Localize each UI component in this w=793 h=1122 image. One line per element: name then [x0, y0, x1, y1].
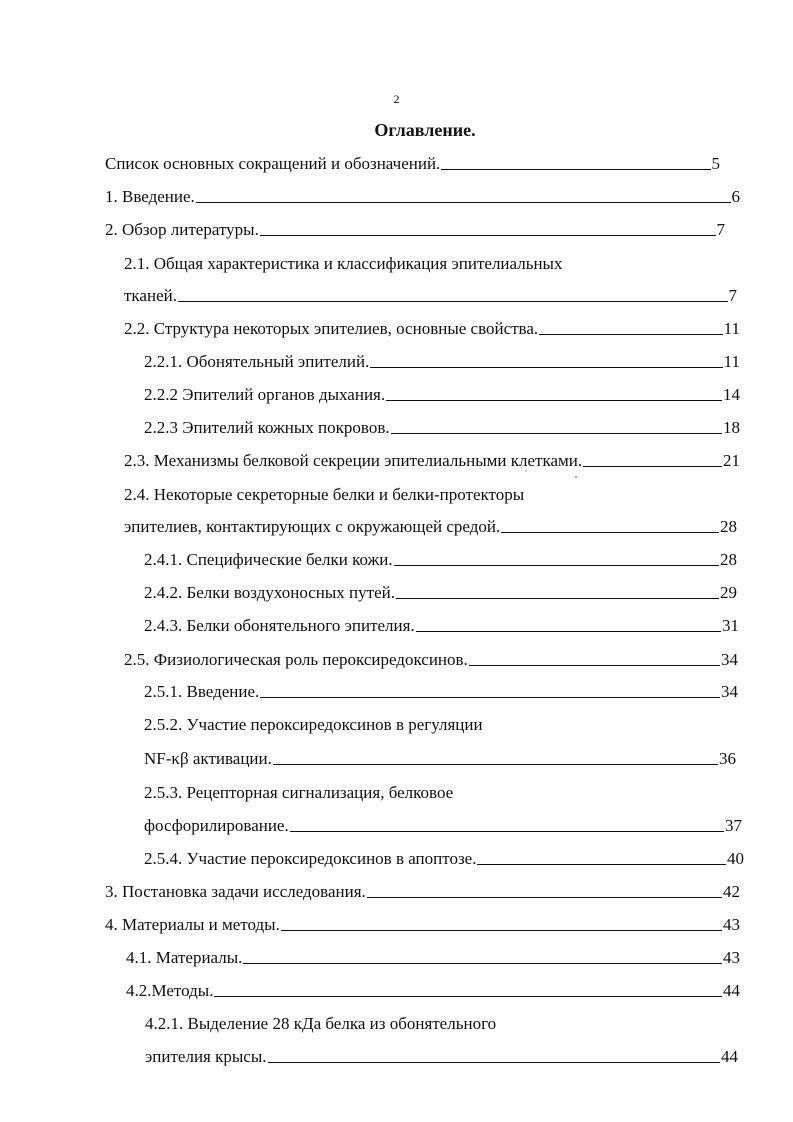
leader-line — [391, 432, 722, 434]
toc-entry-text: эпителиев, контактирующих с окружающей средой. — [124, 517, 501, 536]
leader-line — [394, 564, 719, 566]
leader-line — [196, 201, 731, 203]
toc-entry-page: 44 — [723, 981, 740, 1000]
toc-entry-page: 37 — [725, 816, 742, 835]
leader-line — [370, 366, 722, 368]
toc-entry-page: 36 — [719, 749, 736, 768]
toc-entry-page: 11 — [723, 352, 740, 371]
leader-line — [501, 531, 719, 533]
toc-entry-page: 42 — [723, 882, 740, 901]
toc-entry-text: 1. Введение. — [105, 187, 195, 206]
toc-entry — [144, 416, 740, 440]
toc-entry-text: 2.4. Некоторые секреторные белки и белки-протекторы — [124, 485, 525, 504]
toc-entry-page: 6 — [731, 187, 740, 206]
toc-entry — [105, 218, 725, 242]
toc-entry-text: 2. Обзор литературы. — [105, 220, 259, 239]
toc-entry — [144, 680, 738, 704]
toc-entry — [144, 814, 742, 838]
toc-entry — [144, 548, 737, 572]
leader-line — [469, 664, 720, 666]
page-number: 2 — [393, 92, 400, 106]
leader-line — [583, 465, 722, 467]
toc-entry-text: 3. Постановка задачи исследования. — [105, 882, 366, 901]
toc-entry — [144, 747, 736, 771]
toc-entry — [105, 152, 720, 176]
toc-entry-text: 4.2.1. Выделение 28 кДа белка из обонятельного — [145, 1014, 497, 1033]
toc-entry-text: 2.4.3. Белки обонятельного эпителия. — [144, 616, 415, 635]
leader-line — [178, 300, 728, 302]
toc-entry-text: 2.5.1. Введение. — [144, 682, 260, 701]
leader-line — [290, 830, 724, 832]
toc-entry — [105, 913, 740, 937]
toc-entry-text: 4.2.Методы. — [126, 981, 214, 1000]
toc-entry-page: 7 — [716, 220, 725, 239]
leader-line — [539, 333, 722, 335]
toc-entry-page: 5 — [711, 154, 720, 173]
toc-entry-text: 2.5. Физиологическая роль пероксиредоксинов. — [124, 650, 468, 669]
toc-entry-page: 21 — [723, 451, 740, 470]
toc-entry-text: 2.3. Механизмы белковой секреции эпителиальными клетками. — [124, 451, 583, 470]
leader-line — [367, 896, 722, 898]
toc-entry — [124, 284, 737, 308]
toc-entry — [145, 1045, 738, 1069]
toc-entry-text: 2.5.4. Участие пероксиредоксинов в апоптозе. — [144, 849, 477, 868]
toc-entry-text: Список основных сокращений и обозначений. — [105, 154, 441, 173]
leader-line — [396, 597, 719, 599]
toc-entry-page: 43 — [723, 915, 740, 934]
toc-entry-page: 34 — [721, 650, 738, 669]
leader-line — [260, 696, 720, 698]
toc-entry-page: 11 — [723, 319, 740, 338]
toc-title: Оглавление. — [374, 120, 476, 140]
toc-entry-text: 2.5.3. Рецепторная сигнализация, белковое — [144, 783, 454, 802]
scan-speck — [525, 470, 527, 472]
toc-entry-text: 4.1. Материалы. — [126, 948, 243, 967]
leader-line — [260, 234, 716, 236]
toc-entry-text: 2.1. Общая характеристика и классификация эпителиальных — [124, 254, 563, 273]
toc-entry — [126, 979, 740, 1003]
toc-entry — [105, 880, 740, 904]
leader-line — [386, 399, 722, 401]
toc-entry-text: фосфорилирование. — [144, 816, 289, 835]
toc-entry-page: 40 — [727, 849, 744, 868]
toc-entry-page: 28 — [720, 550, 737, 569]
toc-entry-text: тканей. — [124, 286, 177, 305]
toc-entry-page: 7 — [728, 286, 737, 305]
toc-entry — [124, 317, 740, 341]
toc-entry-text: 4. Материалы и методы. — [105, 915, 280, 934]
toc-entry — [105, 185, 740, 209]
leader-line — [268, 1061, 720, 1063]
toc-entry-text: 2.2.1. Обонятельный эпителий. — [144, 352, 370, 371]
toc-entry-text: 2.4.2. Белки воздухоносных путей. — [144, 583, 395, 602]
toc-entry-text: 2.2.3 Эпителий кожных покровов. — [144, 418, 390, 437]
toc-entry-text: 2.4.1. Специфические белки кожи. — [144, 550, 393, 569]
toc-entry-text: 2.2. Структура некоторых эпителиев, основные свойства. — [124, 319, 539, 338]
leader-line — [441, 168, 710, 170]
toc-entry-page: 43 — [723, 948, 740, 967]
toc-entry-text: 2.2.2 Эпителий органов дыхания. — [144, 385, 386, 404]
toc-entry — [124, 515, 737, 539]
leader-line — [477, 863, 726, 865]
toc-entry — [144, 350, 740, 374]
toc-entry-text: 2.5.2. Участие пероксиредоксинов в регуляции — [144, 715, 483, 734]
toc-entry-page: 31 — [722, 616, 739, 635]
leader-line — [273, 763, 718, 765]
toc-entry — [126, 946, 740, 970]
leader-line — [243, 962, 722, 964]
leader-line — [214, 995, 722, 997]
toc-entry-text: эпителия крысы. — [145, 1047, 267, 1066]
toc-entry — [124, 648, 738, 672]
toc-entry-text: NF-κβ активации. — [144, 749, 272, 768]
toc-entry — [124, 449, 740, 473]
toc-entry — [144, 614, 739, 638]
toc-entry — [144, 383, 740, 407]
toc-entry — [144, 581, 737, 605]
toc-entry-page: 44 — [721, 1047, 738, 1066]
leader-line — [281, 929, 722, 931]
toc-entry-page: 28 — [720, 517, 737, 536]
leader-line — [416, 630, 721, 632]
toc-entry-page: 29 — [720, 583, 737, 602]
toc-entry-page: 14 — [723, 385, 740, 404]
scan-speck — [575, 476, 577, 478]
toc-entry — [144, 847, 744, 871]
toc-entry-page: 34 — [721, 682, 738, 701]
toc-entry-page: 18 — [723, 418, 740, 437]
